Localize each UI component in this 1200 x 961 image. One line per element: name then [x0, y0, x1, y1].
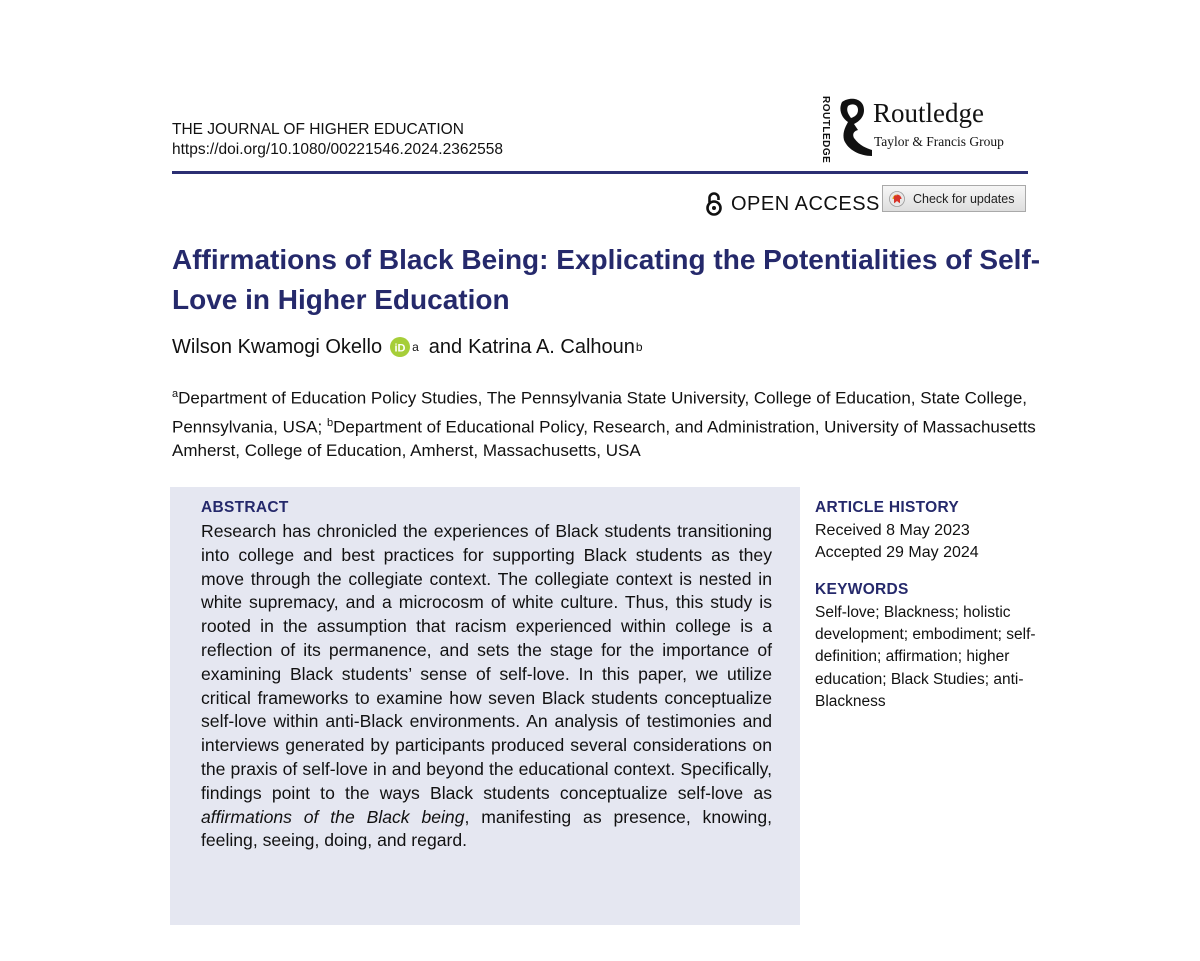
- author-name[interactable]: Katrina A. Calhoun: [468, 336, 635, 358]
- article-history-heading: ARTICLE HISTORY: [815, 499, 960, 516]
- doi-link[interactable]: https://doi.org/10.1080/00221546.2024.2362558: [172, 141, 503, 158]
- publisher-name: Routledge: [873, 98, 984, 128]
- author-joiner: and: [428, 336, 463, 358]
- open-access-lock-icon: [705, 191, 723, 217]
- journal-name: THE JOURNAL OF HIGHER EDUCATION: [172, 121, 464, 138]
- affiliations: [172, 382, 1042, 463]
- affiliation-mark: a: [172, 388, 179, 400]
- orcid-icon[interactable]: [390, 337, 410, 357]
- abstract-text-part: , manifesting as presence, knowing, feeling, seeing, doing, and regard.: [201, 806, 773, 851]
- affiliation-mark: b: [635, 340, 643, 354]
- author-line: [172, 333, 643, 361]
- abstract-text-part: Research has chronicled the experiences of Black students transitioning into college and best practices for supporting Black students as they move through the collegiate context. The collegiate context is nested in white supremacy, and a microcosm of white culture. Thus, this study is rooted in the assumption that racism experienced within college is a reflection of its permanence, and sets the stage for the importance of examining Black students’ sense of self-love. In this paper, we utilize critical frameworks to examine how seven Black students conceptualize self-love within anti-Black environments. An analysis of testimonies and interviews generated by participants produced several considerations on the praxis of self-love in and beyond the educational context. Specifically, findings point to the ways Black students conceptualize self-love as: [201, 521, 772, 803]
- journal-header: [172, 120, 503, 160]
- keywords-list: Self-love; Blackness; holistic development; embodiment; self-definition; affirmation; higher education; Black Studies; anti-Blackness: [815, 604, 1036, 710]
- check-for-updates-label: Check for updates: [913, 191, 1015, 206]
- affiliation-text: Department of Education Policy Studies, The Pennsylvania State University, College of Education, State College, Pennsylvania, USA;: [172, 388, 1028, 437]
- routledge-head-icon: [834, 96, 874, 158]
- header-rule: [172, 171, 1028, 174]
- affiliation-text: Department of Educational Policy, Research, and Administration, University of Massachusetts Amherst, College of Education, Amherst, Massachusetts, USA: [172, 417, 1036, 461]
- keywords-heading: KEYWORDS: [815, 581, 909, 598]
- accepted-date: Accepted 29 May 2024: [815, 544, 979, 561]
- received-date: Received 8 May 2023: [815, 522, 970, 539]
- abstract-text: [201, 520, 772, 853]
- routledge-logo[interactable]: [818, 96, 1033, 164]
- affiliation-mark: a: [412, 340, 419, 354]
- abstract-emphasis: affirmations of the Black being: [201, 806, 465, 827]
- author-name[interactable]: Wilson Kwamogi Okello: [172, 336, 383, 358]
- article-title: Affirmations of Black Being: Explicating the Potentialities of Self-Love in Higher Education: [172, 244, 1041, 315]
- svg-text:iD: iD: [394, 342, 406, 355]
- routledge-vertical-text: ROUTLEDGE: [820, 96, 831, 164]
- crossmark-icon: [889, 191, 905, 207]
- abstract-heading: ABSTRACT: [201, 499, 289, 516]
- affiliation-mark: b: [326, 416, 334, 429]
- check-for-updates-button[interactable]: [882, 185, 1026, 212]
- open-access-badge[interactable]: [705, 190, 880, 218]
- publisher-group: Taylor & Francis Group: [874, 134, 1004, 149]
- open-access-label: OPEN ACCESS: [731, 192, 880, 215]
